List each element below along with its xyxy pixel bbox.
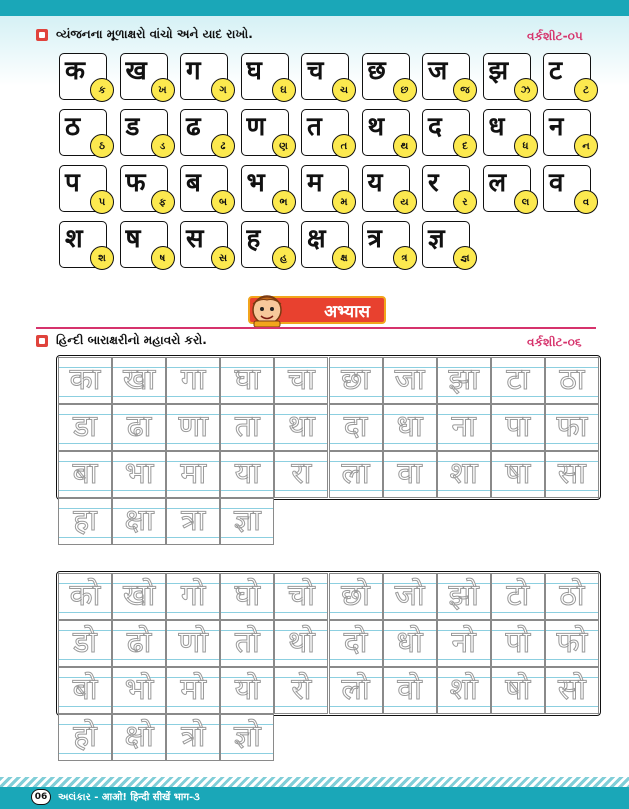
gujarati-letter-badge: વ [574,190,598,214]
gujarati-letter-badge: ય [393,190,417,214]
gujarati-letter-badge: ધ [514,134,538,158]
gujarati-letter-badge: પ [90,190,114,214]
practice-cell [545,573,599,620]
practice-cell [112,404,166,451]
dotted-syllable: क्षा [124,503,154,538]
devanagari-letter: व [549,168,564,198]
dotted-syllable: हो [73,719,97,754]
dotted-syllable: पा [505,409,531,444]
letter-tile [120,53,168,100]
dotted-syllable: फा [556,409,588,444]
page-number: 06 [31,789,51,805]
gujarati-letter-badge: ભ [272,190,296,214]
dotted-syllable: थो [287,625,315,660]
dotted-syllable: ज्ञो [233,719,261,754]
practice-cell [58,498,112,545]
dotted-syllable: छा [341,362,370,397]
practice-cell [220,404,274,451]
dotted-syllable: झो [448,578,479,613]
letter-tile [180,165,228,212]
practice-cell [383,667,437,714]
gujarati-letter-badge: શ [90,246,114,270]
gujarati-letter-badge: ષ [151,246,175,270]
gujarati-letter-badge: ણ [272,134,296,158]
letter-tile [180,109,228,156]
dotted-syllable: या [234,456,260,491]
dotted-syllable: ला [341,456,370,491]
practice-cell [437,404,491,451]
practice-cell [383,620,437,667]
dotted-syllable: फो [556,625,588,660]
letter-tile [543,165,591,212]
gujarati-letter-badge: ઠ [90,134,114,158]
practice-cell [58,667,112,714]
devanagari-letter: श [65,224,83,254]
dotted-syllable: णा [178,409,208,444]
devanagari-letter: क्ष [307,224,326,254]
gujarati-letter-badge: ત [332,134,356,158]
practice-cell [437,451,491,498]
practice-cell [545,451,599,498]
letter-tile [120,165,168,212]
practice-cell [383,404,437,451]
dotted-syllable: भा [124,456,154,491]
practice-cell [491,573,545,620]
dotted-syllable: वा [397,456,422,491]
practice-cell [58,357,112,404]
practice-cell [545,620,599,667]
practice-cell [166,357,220,404]
practice-cell [166,714,220,761]
gujarati-letter-badge: ટ [574,78,598,102]
worksheet-label-05: વર્કશીટ-૦૫ [527,29,583,43]
practice-cell [329,620,383,667]
practice-cell [220,667,274,714]
letter-tile [301,221,349,268]
gujarati-letter-badge: ઢ [211,134,235,158]
practice-cell [58,620,112,667]
gujarati-letter-badge: ગ [211,78,235,102]
letter-tile [422,109,470,156]
letter-tile [301,53,349,100]
dotted-syllable: डो [73,625,97,660]
gujarati-letter-badge: હ [272,246,296,270]
practice-cell [220,714,274,761]
dotted-syllable: झा [448,362,479,397]
practice-cell [112,451,166,498]
devanagari-letter: थ [367,112,385,142]
dotted-syllable: षा [505,456,531,491]
gujarati-letter-badge: દ [453,134,477,158]
practice-cell [274,573,328,620]
dotted-syllable: बो [72,672,98,707]
gujarati-letter-badge: ન [574,134,598,158]
devanagari-letter: ख [125,56,147,86]
practice-cell [437,667,491,714]
dotted-syllable: ढा [126,409,152,444]
section1-instruction: વ્યંજનના મૂળાક્ષરો વાંચો અને યાદ રાખો. [56,27,253,41]
dotted-syllable: जा [394,362,425,397]
practice-cell [58,451,112,498]
gujarati-letter-badge: થ [393,134,417,158]
devanagari-letter: ढ [186,112,201,142]
dotted-syllable: डा [73,409,97,444]
dotted-syllable: गो [180,578,206,613]
practice-cell [274,620,328,667]
devanagari-letter: ठ [65,112,81,142]
devanagari-letter: त्र [367,224,382,254]
dotted-syllable: छो [341,578,370,613]
letter-tile [301,109,349,156]
devanagari-letter: ह [246,224,261,254]
gujarati-letter-badge: ડ [151,134,175,158]
letter-tile [180,53,228,100]
banner-label: अभ्यास [324,301,370,322]
letter-tile [422,221,470,268]
practice-cell [437,357,491,404]
dotted-syllable: था [287,409,315,444]
dotted-syllable: हा [73,503,97,538]
dotted-syllable: सा [557,456,586,491]
letter-tile [180,221,228,268]
practice-cell [491,451,545,498]
devanagari-letter: ज्ञ [428,224,445,254]
letter-tile [362,53,410,100]
practice-cell [112,667,166,714]
footer-title: અલંકાર - आओ! हिन्दी सीखें भाग-૩ [58,792,200,803]
gujarati-letter-badge: જ [453,78,477,102]
practice-cell [112,498,166,545]
bottom-zigzag [0,777,629,787]
practice-cell [329,667,383,714]
boy-mascot-icon [244,288,290,328]
devanagari-letter: क [65,56,85,86]
devanagari-letter: भ [246,168,265,198]
worksheet-label-06: વર્કશીટ-૦૬ [527,335,582,349]
letter-tile [543,53,591,100]
devanagari-letter: ड [125,112,140,142]
devanagari-letter: ध [488,112,505,142]
dotted-syllable: को [69,578,101,613]
letter-tile [422,165,470,212]
devanagari-letter: ट [549,56,563,86]
bullet-icon [36,29,48,41]
practice-cell [491,404,545,451]
dotted-syllable: वो [397,672,422,707]
practice-cell [58,573,112,620]
letter-tile [301,165,349,212]
practice-cell [545,667,599,714]
dotted-syllable: णो [178,625,208,660]
letter-tile [241,53,289,100]
practice-cell [166,620,220,667]
practice-cell [545,404,599,451]
dotted-syllable: ज्ञा [233,503,261,538]
practice-cell [166,498,220,545]
practice-cell [58,714,112,761]
dotted-syllable: टो [506,578,530,613]
dotted-syllable: रा [291,456,312,491]
dotted-syllable: धा [396,409,423,444]
letter-tile [59,109,107,156]
dotted-syllable: मा [180,456,207,491]
dotted-syllable: दा [343,409,368,444]
practice-cell [329,404,383,451]
devanagari-letter: ब [186,168,201,198]
devanagari-letter: फ [125,168,146,198]
dotted-syllable: त्रो [181,719,206,754]
practice-cell [329,357,383,404]
practice-cell [166,404,220,451]
section2-heading [36,333,207,348]
dotted-syllable: चो [288,578,315,613]
gujarati-letter-badge: ઘ [272,78,296,102]
letter-tile [483,165,531,212]
practice-cell [58,404,112,451]
dotted-syllable: शा [449,456,478,491]
letter-tile [362,165,410,212]
practice-cell [329,573,383,620]
devanagari-letter: ल [488,168,507,198]
dotted-syllable: धो [396,625,423,660]
dotted-syllable: घा [234,362,261,397]
devanagari-letter: छ [367,56,386,86]
gujarati-letter-badge: લ [514,190,538,214]
gujarati-letter-badge: સ [211,246,235,270]
section1-heading [36,27,253,42]
devanagari-letter: ष [125,224,141,254]
dotted-syllable: घो [234,578,261,613]
letter-tile [422,53,470,100]
letter-tile [483,53,531,100]
devanagari-letter: र [428,168,439,198]
dotted-syllable: शो [449,672,478,707]
dotted-syllable: ना [451,409,476,444]
dotted-syllable: दो [343,625,368,660]
devanagari-letter: य [367,168,383,198]
dotted-syllable: तो [234,625,260,660]
gujarati-letter-badge: ફ [151,190,175,214]
practice-cell [112,573,166,620]
dotted-syllable: ठो [559,578,585,613]
dotted-syllable: बा [72,456,98,491]
gujarati-letter-badge: ક્ષ [332,246,356,270]
devanagari-letter: ण [246,112,266,142]
dotted-syllable: क्षो [124,719,154,754]
gujarati-letter-badge: ત્ર [393,246,417,270]
section2-instruction: હિન્દી બારાક્ષરીનો મહાવરો કરો. [56,333,207,347]
dotted-syllable: खो [122,578,156,613]
letter-tile [241,165,289,212]
practice-cell [383,451,437,498]
practice-cell [437,573,491,620]
gujarati-letter-badge: બ [211,190,235,214]
bullet-icon [36,335,48,347]
letter-tile [483,109,531,156]
top-band [0,0,629,16]
dotted-syllable: खा [122,362,156,397]
dotted-syllable: जो [394,578,425,613]
letter-tile [362,221,410,268]
dotted-syllable: नो [451,625,476,660]
letter-tile [362,109,410,156]
gujarati-letter-badge: ચ [332,78,356,102]
gujarati-letter-badge: ર [453,190,477,214]
practice-cell [437,620,491,667]
practice-cell [220,573,274,620]
gujarati-letter-badge: મ [332,190,356,214]
dotted-syllable: गा [180,362,206,397]
devanagari-letter: स [186,224,204,254]
devanagari-letter: ज [428,56,448,86]
practice-cell [166,573,220,620]
letter-tile [241,109,289,156]
devanagari-letter: ग [186,56,201,86]
practice-cell [383,573,437,620]
letter-tile [120,221,168,268]
section-divider [36,327,596,329]
dotted-syllable: टा [506,362,530,397]
gujarati-letter-badge: છ [393,78,417,102]
dotted-syllable: षो [505,672,531,707]
devanagari-letter: प [65,168,80,198]
devanagari-letter: द [428,112,442,142]
practice-cell [220,357,274,404]
letter-tile [241,221,289,268]
practice-cell [545,357,599,404]
devanagari-letter: न [549,112,564,142]
dotted-syllable: लो [341,672,370,707]
practice-cell [220,451,274,498]
devanagari-letter: झ [488,56,509,86]
dotted-syllable: यो [234,672,260,707]
practice-cell [491,357,545,404]
letter-tile [543,109,591,156]
letter-tile [59,53,107,100]
dotted-syllable: चा [288,362,315,397]
practice-cell [220,498,274,545]
dotted-syllable: सो [557,672,586,707]
practice-cell [112,714,166,761]
devanagari-letter: च [307,56,324,86]
dotted-syllable: ढो [126,625,152,660]
practice-cell [274,404,328,451]
devanagari-letter: त [307,112,322,142]
letter-tile [59,221,107,268]
dotted-syllable: रो [291,672,312,707]
gujarati-letter-badge: જ્ઞ [453,246,477,270]
dotted-syllable: ठा [559,362,585,397]
letter-tile [59,165,107,212]
dotted-syllable: मो [180,672,207,707]
dotted-syllable: भो [124,672,154,707]
practice-cell [112,620,166,667]
gujarati-letter-badge: ક [90,78,114,102]
practice-cell [274,357,328,404]
practice-cell [166,667,220,714]
practice-cell [112,357,166,404]
dotted-syllable: पो [505,625,531,660]
dotted-syllable: का [69,362,101,397]
practice-cell [274,451,328,498]
practice-cell [491,620,545,667]
practice-cell [274,667,328,714]
dotted-syllable: त्रा [181,503,206,538]
gujarati-letter-badge: ઝ [514,78,538,102]
devanagari-letter: घ [246,56,262,86]
dotted-syllable: ता [234,409,260,444]
practice-cell [329,451,383,498]
practice-cell [491,667,545,714]
practice-cell [220,620,274,667]
gujarati-letter-badge: ખ [151,78,175,102]
letter-tile [120,109,168,156]
practice-cell [166,451,220,498]
practice-cell [383,357,437,404]
devanagari-letter: म [307,168,323,198]
